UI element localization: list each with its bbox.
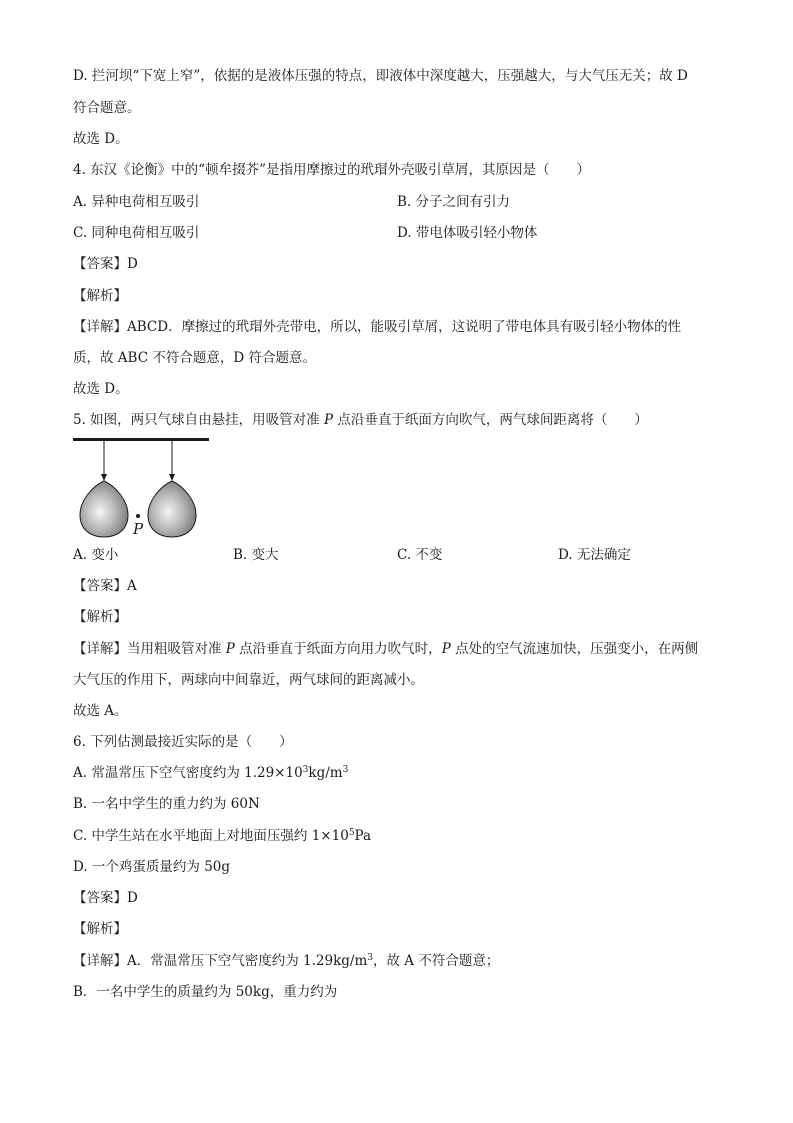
analysis-tag: 【解析】: [73, 609, 127, 625]
q6-stem: 6. 下列估测最接近实际的是（ ）: [73, 734, 293, 750]
detail-tag: 【详解】: [73, 641, 127, 657]
q4-option-c: C. 同种电荷相互吸引: [73, 225, 200, 241]
answer-value: D: [127, 256, 138, 272]
answer-tag: 【答案】: [73, 578, 127, 594]
point-p-dot: [136, 514, 140, 518]
answer-tag: 【答案】: [73, 890, 127, 906]
balloons-diagram: [73, 434, 213, 544]
q6-analysis-tag: [73, 919, 127, 939]
q4-option-a: A. 异种电荷相互吸引: [73, 194, 200, 210]
detail-text: ABCD．摩擦过的玳瑁外壳带电，所以，能吸引草屑，这说明了带电体具有吸引轻小物体的性: [127, 319, 682, 335]
q5-detail: 【详解】当用粗吸管对准 P 点沿垂直于纸面方向用力吹气时，P 点处的空气流速加快，压强变小，在两侧: [73, 641, 699, 657]
detail-tag: 【详解】: [73, 319, 127, 335]
q3-option-d-explanation: D. 拦河坝“下宽上窄”，依据的是液体压强的特点，即液体中深度越大，压强越大，与大气压无关；故 D: [73, 68, 688, 84]
detail-tag: 【详解】: [73, 953, 127, 969]
right-balloon: [148, 481, 196, 537]
q3-option-d-explanation-cont: 符合题意。: [73, 100, 141, 116]
q6-option-a: A. 常温常压下空气密度约为 $1.29\times 10^3kg/m^3$: [73, 765, 349, 781]
left-string-arrow: [101, 474, 107, 481]
balloons-figure: [73, 434, 213, 544]
left-balloon: [80, 481, 128, 537]
answer-tag: 【答案】: [73, 256, 127, 272]
q4-detail: [73, 317, 681, 337]
point-p-text: P: [133, 520, 144, 538]
q6-option-c: C. 中学生站在水平地面上对地面压强约 $1\times 10^5Pa$: [73, 828, 372, 844]
q5-option-b: B. 变大: [233, 547, 279, 563]
q4-option-b: B. 分子之间有引力: [397, 194, 511, 210]
q5-option-c: C. 不变: [397, 547, 443, 563]
q5-option-d: D. 无法确定: [558, 547, 631, 563]
q4-analysis-tag: [73, 286, 127, 306]
q5-answer: [73, 576, 137, 596]
q4-detail-cont: 质，故 ABC 不符合题意，D 符合题意。: [73, 350, 316, 366]
q6-detail-b: B．一名中学生的质量约为 50kg，重力约为: [73, 984, 338, 1000]
answer-value: D: [127, 890, 138, 906]
right-string-arrow: [169, 474, 175, 481]
support-bar: [73, 438, 209, 441]
point-p-label: P: [323, 412, 334, 428]
q6-detail-a: 【详解】A．常温常压下空气密度约为 $1.29kg/m^3$，故 A 不符合题意；: [73, 953, 500, 969]
q6-option-d: D. 一个鸡蛋质量约为 50g: [73, 859, 231, 875]
analysis-tag: 【解析】: [73, 288, 127, 304]
q4-stem: 4. 东汉《论衡》中的“顿牟掇芥”是指用摩擦过的玳瑁外壳吸引草屑，其原因是（ ）: [73, 162, 590, 178]
q6-answer: [73, 888, 138, 908]
answer-value: A: [127, 578, 137, 594]
q5-stem: 5. 如图，两只气球自由悬挂，用吸管对准 P 点沿垂直于纸面方向吹气，两气球间距离将（ ）: [73, 412, 648, 428]
q5-analysis-tag: [73, 607, 127, 627]
q5-option-a: A. 变小: [73, 547, 119, 563]
q4-answer: [73, 254, 138, 274]
q4-option-d: D. 带电体吸引轻小物体: [397, 225, 538, 241]
q5-detail-cont: 大气压的作用下，两球向中间靠近，两气球间的距离减小。: [73, 672, 424, 688]
q5-conclusion: 故选 A。: [73, 703, 128, 719]
analysis-tag: 【解析】: [73, 921, 127, 937]
q3-conclusion: 故选 D。: [73, 131, 129, 147]
q6-option-b: B. 一名中学生的重力约为 60N: [73, 796, 260, 812]
q4-conclusion: 故选 D。: [73, 381, 129, 397]
